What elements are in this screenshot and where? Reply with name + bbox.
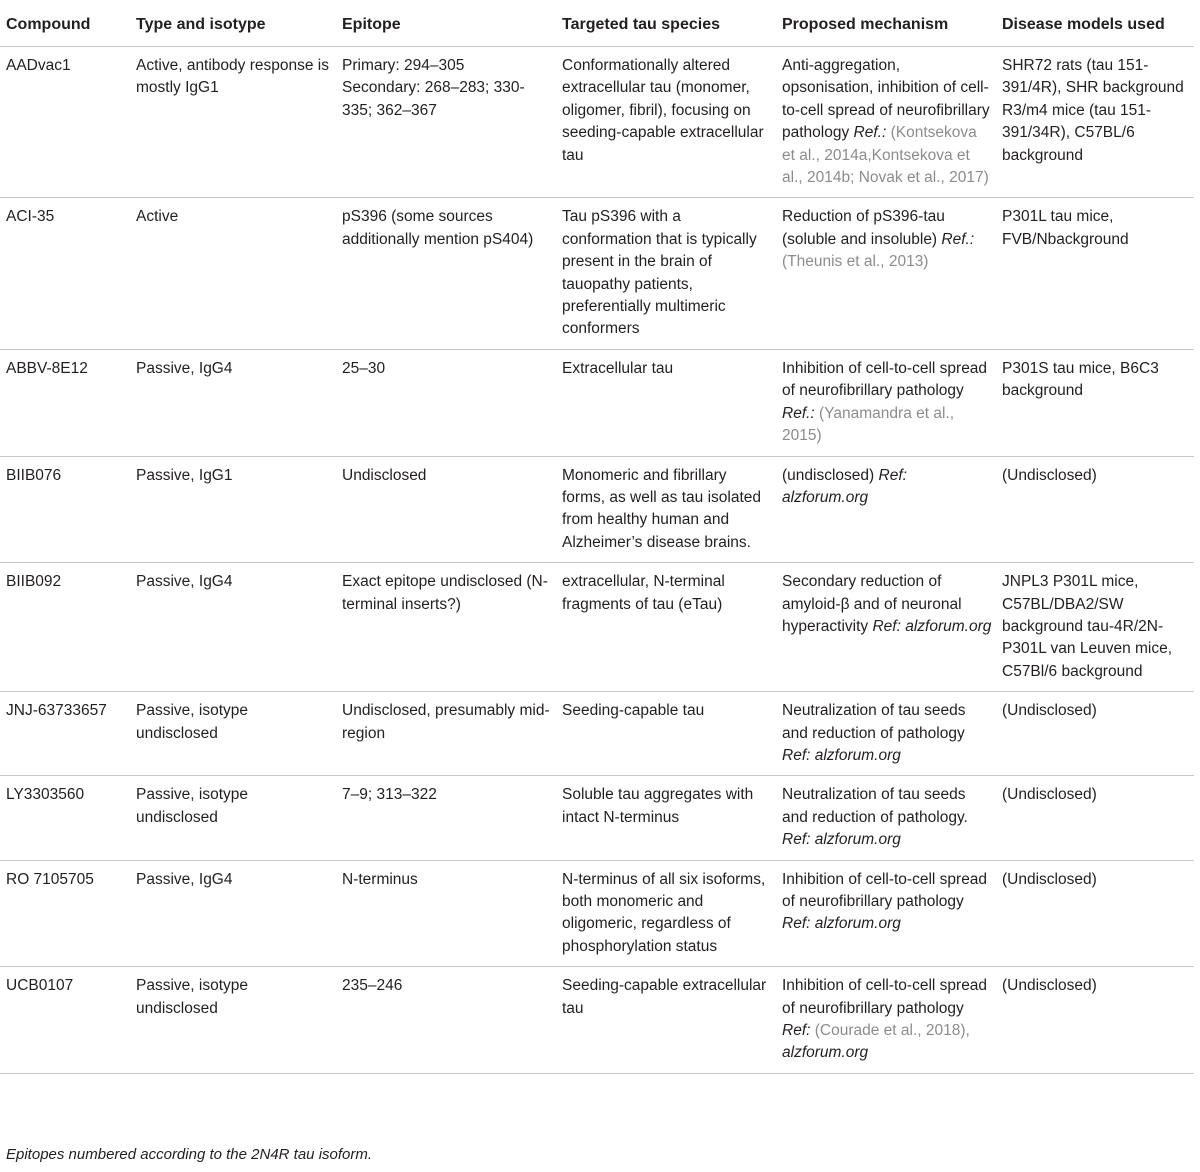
epitope-line: Undisclosed xyxy=(342,466,427,484)
type-cell: Passive, IgG4 xyxy=(130,349,336,456)
citation-link[interactable]: (Yanamandra et al., 2015) xyxy=(782,404,955,445)
reference-label: Ref: xyxy=(782,1022,811,1040)
reference-label: Ref: alzforum.org xyxy=(782,746,901,764)
table-row xyxy=(0,967,1194,1074)
models-cell: JNPL3 P301L mice, C57BL/DBA2/SW background tau-4R/2N-P301L van Leuven mice, C57Bl/6 background xyxy=(996,563,1194,692)
epitope-cell xyxy=(336,456,556,563)
compound-cell: UCB0107 xyxy=(0,967,130,1074)
epitope-cell xyxy=(336,47,556,198)
compound-cell: ABBV-8E12 xyxy=(0,349,130,456)
mechanism-cell xyxy=(776,692,996,776)
mechanism-text: Neutralization of tau seeds and reduction of pathology. xyxy=(782,786,968,826)
species-cell: Conformationally altered extracellular tau (monomer, oligomer, fibril), focusing on seeding-capable extracellular tau xyxy=(556,47,776,198)
mechanism-cell xyxy=(776,860,996,967)
reference-label: Ref.: xyxy=(853,124,887,142)
header-row xyxy=(0,7,1194,47)
mechanism-cell xyxy=(776,198,996,349)
models-cell: P301L tau mice, FVB/Nbackground xyxy=(996,198,1194,349)
table-row xyxy=(0,47,1194,198)
header-type: Type and isotype xyxy=(130,7,336,47)
type-cell: Passive, isotype undisclosed xyxy=(130,967,336,1074)
epitope-line: pS396 (some sources additionally mention pS404) xyxy=(342,208,534,248)
mechanism-text: Anti-aggregation, opsonisation, inhibition of cell-to-cell spread of neurofibrillary pathology xyxy=(782,57,990,142)
table-body xyxy=(0,47,1194,1074)
species-cell: extracellular, N-terminal fragments of tau (eTau) xyxy=(556,563,776,692)
table-footnote: Epitopes numbered according to the 2N4R tau isoform. xyxy=(6,1146,373,1163)
table-row xyxy=(0,563,1194,692)
epitope-cell xyxy=(336,563,556,692)
compound-cell: BIIB076 xyxy=(0,456,130,563)
mechanism-text: Inhibition of cell-to-cell spread of neurofibrillary pathology xyxy=(782,977,988,1017)
reference-label: Ref: alzforum.org xyxy=(782,831,901,849)
reference-source: alzforum.org xyxy=(782,1044,869,1062)
mechanism-cell xyxy=(776,47,996,198)
type-cell: Passive, IgG4 xyxy=(130,563,336,692)
mechanism-text: (undisclosed) xyxy=(782,466,875,484)
species-cell: Seeding-capable tau xyxy=(556,692,776,776)
epitope-cell xyxy=(336,967,556,1074)
type-cell: Active, antibody response is mostly IgG1 xyxy=(130,47,336,198)
mechanism-text: Neutralization of tau seeds and reduction of pathology xyxy=(782,702,966,742)
reference-label: Ref: alzforum.org xyxy=(782,466,907,506)
reference-label: Ref.: xyxy=(782,404,815,422)
epitope-cell xyxy=(336,776,556,860)
header-mechanism: Proposed mechanism xyxy=(776,7,996,47)
table-row xyxy=(0,349,1194,456)
species-cell: N-terminus of all six isoforms, both monomeric and oligomeric, regardless of phosphorylation status xyxy=(556,860,776,967)
citation-link[interactable]: (Courade et al., 2018), xyxy=(814,1022,970,1040)
header-epitope: Epitope xyxy=(336,7,556,47)
models-cell: P301S tau mice, B6C3 background xyxy=(996,349,1194,456)
compound-cell: ACI-35 xyxy=(0,198,130,349)
type-cell: Active xyxy=(130,198,336,349)
table-row xyxy=(0,692,1194,776)
mechanism-cell xyxy=(776,456,996,563)
epitope-line: 235–246 xyxy=(342,977,403,995)
table-row xyxy=(0,456,1194,563)
epitope-line: N-terminus xyxy=(342,870,418,888)
table-row xyxy=(0,198,1194,349)
models-cell: (Undisclosed) xyxy=(996,967,1194,1074)
epitope-cell xyxy=(336,860,556,967)
mechanism-text: Reduction of pS396-tau (soluble and insoluble) xyxy=(782,208,945,248)
reference-label: Ref.: xyxy=(941,230,975,248)
species-cell: Seeding-capable extracellular tau xyxy=(556,967,776,1074)
antibody-table xyxy=(0,7,1194,1074)
models-cell: (Undisclosed) xyxy=(996,776,1194,860)
epitope-line: 7–9; 313–322 xyxy=(342,786,437,804)
header-models: Disease models used xyxy=(996,7,1194,47)
species-cell: Monomeric and fibrillary forms, as well as tau isolated from healthy human and Alzheimer’s disease brains. xyxy=(556,456,776,563)
citation-link[interactable]: (Kontsekova et al., 2014a,Kontsekova et al., 2014b; Novak et al., 2017) xyxy=(782,124,989,187)
epitope-line: Exact epitope undisclosed (N-terminal inserts?) xyxy=(342,573,548,613)
mechanism-cell xyxy=(776,967,996,1074)
type-cell: Passive, IgG4 xyxy=(130,860,336,967)
epitope-cell xyxy=(336,198,556,349)
epitope-line: Undisclosed, presumably mid-region xyxy=(342,702,550,742)
epitope-cell xyxy=(336,692,556,776)
species-cell: Tau pS396 with a conformation that is typically present in the brain of tauopathy patients, preferentially multimeric conformers xyxy=(556,198,776,349)
compound-cell: RO 7105705 xyxy=(0,860,130,967)
compound-cell: JNJ-63733657 xyxy=(0,692,130,776)
mechanism-text: Inhibition of cell-to-cell spread of neurofibrillary pathology xyxy=(782,870,988,910)
models-cell: (Undisclosed) xyxy=(996,692,1194,776)
models-cell: (Undisclosed) xyxy=(996,860,1194,967)
compound-cell: AADvac1 xyxy=(0,47,130,198)
header-compound: Compound xyxy=(0,7,130,47)
type-cell: Passive, isotype undisclosed xyxy=(130,692,336,776)
epitope-cell xyxy=(336,349,556,456)
table-row xyxy=(0,776,1194,860)
table-row xyxy=(0,860,1194,967)
type-cell: Passive, IgG1 xyxy=(130,456,336,563)
reference-label: Ref: alzforum.org xyxy=(782,915,901,933)
citation-link[interactable]: (Theunis et al., 2013) xyxy=(782,253,929,271)
epitope-line: Secondary: 268–283; 330-335; 362–367 xyxy=(342,79,525,119)
mechanism-cell xyxy=(776,563,996,692)
models-cell: SHR72 rats (tau 151-391/4R), SHR background R3/m4 mice (tau 151-391/34R), C57BL/6 background xyxy=(996,47,1194,198)
header-species: Targeted tau species xyxy=(556,7,776,47)
epitope-line: 25–30 xyxy=(342,359,386,377)
reference-label: Ref: alzforum.org xyxy=(872,617,992,635)
mechanism-cell xyxy=(776,776,996,860)
mechanism-cell xyxy=(776,349,996,456)
compound-cell: BIIB092 xyxy=(0,563,130,692)
mechanism-text: Secondary reduction of amyloid-β and of neuronal hyperactivity xyxy=(782,573,962,635)
epitope-line: Primary: 294–305 xyxy=(342,57,465,74)
models-cell: (Undisclosed) xyxy=(996,456,1194,563)
species-cell: Soluble tau aggregates with intact N-terminus xyxy=(556,776,776,860)
compound-cell: LY3303560 xyxy=(0,776,130,860)
type-cell: Passive, isotype undisclosed xyxy=(130,776,336,860)
mechanism-text: Inhibition of cell-to-cell spread of neurofibrillary pathology xyxy=(782,359,988,400)
species-cell: Extracellular tau xyxy=(556,349,776,456)
